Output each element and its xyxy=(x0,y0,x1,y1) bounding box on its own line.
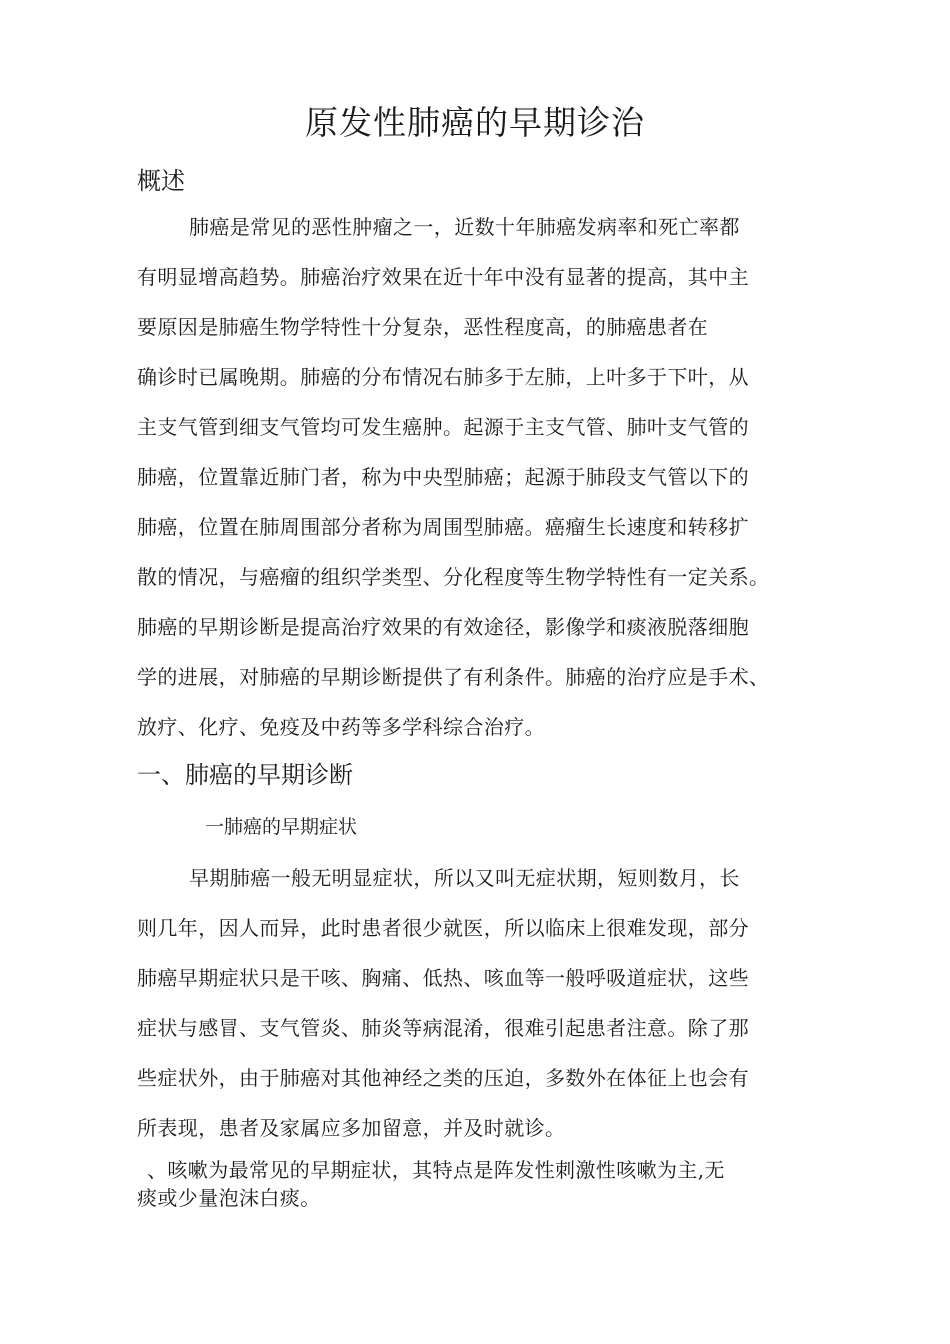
cough-paragraph xyxy=(137,1156,837,1212)
overview-line: 肺癌，位置在肺周围部分者称为周围型肺癌。癌瘤生长速度和转移扩 xyxy=(137,515,749,539)
symptoms-line: 则几年，因人而异，此时患者很少就医，所以临床上很难发现，部分 xyxy=(137,916,749,940)
symptoms-paragraph xyxy=(137,853,837,1153)
overview-line: 确诊时已属晚期。肺癌的分布情况右肺多于左肺，上叶多于下叶，从 xyxy=(137,365,749,389)
symptoms-line: 肺癌早期症状只是干咳、胸痛、低热、咳血等一般呼吸道症状，这些 xyxy=(137,966,749,990)
overview-line: 肺癌是常见的恶性肿瘤之一，近数十年肺癌发病率和死亡率都 xyxy=(189,215,740,239)
overview-line: 肺癌的早期诊断是提高治疗效果的有效途径，影像学和痰液脱落细胞 xyxy=(137,615,749,639)
overview-paragraph xyxy=(137,202,837,752)
overview-line: 放疗、化疗、免疫及中药等多学科综合治疗。 xyxy=(137,715,545,739)
overview-line: 有明显增高趋势。肺癌治疗效果在近十年中没有显著的提高，其中主 xyxy=(137,265,749,289)
overview-line: 学的进展，对肺癌的早期诊断提供了有利条件。肺癌的治疗应是手术、 xyxy=(137,665,770,689)
cough-line: 、咳嗽为最常见的早期症状，其特点是阵发性刺激性咳嗽为主,无 xyxy=(147,1158,725,1182)
overview-line: 散的情况，与癌瘤的组织学类型、分化程度等生物学特性有一定关系。 xyxy=(137,565,770,589)
overview-line: 肺癌，位置靠近肺门者，称为中央型肺癌；起源于肺段支气管以下的 xyxy=(137,465,749,489)
subsection-heading-early-symptoms: 一肺癌的早期症状 xyxy=(205,816,358,838)
overview-heading: 概述 xyxy=(137,167,185,195)
symptoms-line: 些症状外，由于肺癌对其他神经之类的压迫，多数外在体征上也会有 xyxy=(137,1066,749,1090)
symptoms-line: 症状与感冒、支气管炎、肺炎等病混淆，很难引起患者注意。除了那 xyxy=(137,1016,749,1040)
symptoms-line: 早期肺癌一般无明显症状，所以又叫无症状期，短则数月，长 xyxy=(189,866,740,890)
section-heading-early-diagnosis: 一、肺癌的早期诊断 xyxy=(137,761,353,789)
overview-line: 主支气管到细支气管均可发生癌肿。起源于主支气管、肺叶支气管的 xyxy=(137,415,749,439)
document-title: 原发性肺癌的早期诊治 xyxy=(305,103,645,142)
overview-line: 要原因是肺癌生物学特性十分复杂，恶性程度高，的肺癌患者在 xyxy=(137,315,709,339)
symptoms-line: 所表现，患者及家属应多加留意，并及时就诊。 xyxy=(137,1116,566,1140)
cough-line: 痰或少量泡沫白痰。 xyxy=(137,1186,321,1210)
